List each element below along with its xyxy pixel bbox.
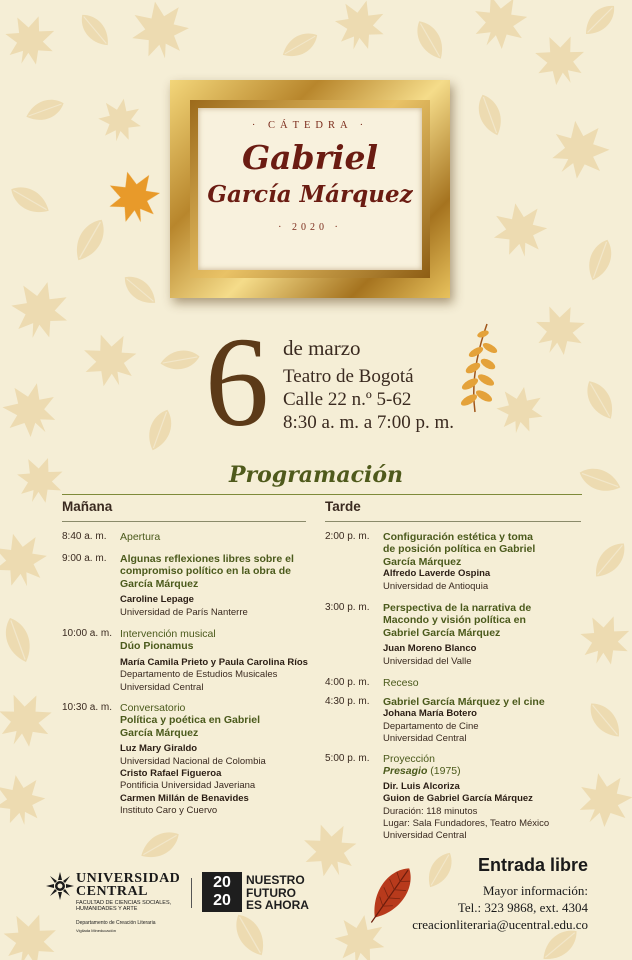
sunburst-emblem-icon: [46, 872, 74, 900]
event-speaker: Caroline Lepage: [120, 594, 194, 606]
title-gabriel: Gabriel: [241, 138, 379, 177]
event-month: de marzo: [283, 336, 361, 360]
morning-heading: Mañana: [62, 499, 113, 514]
orange-maple-leaf-icon: [102, 165, 166, 229]
event-affiliation: Universidad del Valle: [383, 655, 472, 667]
nuestro-futuro-badge: 20 20: [202, 872, 242, 912]
event-affiliation: Departamento de Estudios Musicales: [120, 669, 278, 681]
event-type: Apertura: [120, 531, 161, 543]
afternoon-divider: [325, 521, 581, 522]
panelist-name: Carmen Millán de Benavides: [120, 792, 249, 804]
film-place-2: Universidad Central: [383, 830, 467, 842]
event-venue: Teatro de Bogotá: [283, 366, 414, 387]
event-speaker: Johana María Botero: [383, 708, 477, 720]
panelist-affiliation: Instituto Caro y Cuervo: [120, 805, 218, 817]
red-leaf-icon: [361, 861, 420, 930]
event-time: 2:00 p. m.: [325, 531, 370, 542]
event-title: Algunas reflexiones libres sobre el compromiso político en la obra de García Márquez: [120, 553, 294, 590]
frame-canvas: [198, 108, 422, 270]
event-time: 8:40 a. m.: [62, 531, 107, 542]
event-address: Calle 22 n.º 5-62: [283, 389, 412, 410]
film-script: Guion de Gabriel García Márquez: [383, 793, 533, 805]
program-title: Programación: [229, 462, 403, 488]
film-year: (1975): [430, 765, 461, 778]
event-type: Proyección: [383, 753, 435, 765]
event-time: 10:00 a. m.: [62, 628, 113, 639]
uc-vigilada: Vigilada Mineducación: [76, 928, 116, 933]
uc-department: Departamento de Creación Literaria: [76, 920, 156, 926]
event-type: Conversatorio: [120, 702, 186, 714]
film-director: Dir. Luis Alcoriza: [383, 780, 460, 792]
free-entry-label: Entrada libre: [477, 855, 588, 875]
event-time: 5:00 p. m.: [325, 753, 370, 764]
event-speaker: Juan Moreno Blanco: [383, 643, 477, 655]
event-type: Receso: [383, 677, 419, 689]
gold-picture-frame: [170, 80, 450, 298]
event-time: 3:00 p. m.: [325, 602, 370, 613]
event-affiliation: Departamento de Cine: [383, 720, 479, 732]
fern-branch-icon: [459, 324, 498, 412]
event-affiliation: Universidad de Antioquia: [383, 580, 489, 592]
logo-separator: [191, 878, 192, 908]
event-affiliation-2: Universidad Central: [383, 733, 467, 745]
event-time: 4:00 p. m.: [325, 677, 370, 688]
film-duration: Duración: 118 minutos: [383, 805, 478, 817]
film-place: Lugar: Sala Fundadores, Teatro México: [383, 818, 550, 830]
film-title: Presagio: [383, 765, 428, 778]
frame-inner-border: [190, 100, 430, 278]
event-title: Gabriel García Márquez y el cine: [383, 696, 545, 708]
catedra-label: · CÁTEDRA ·: [251, 120, 369, 131]
title-garcia-marquez: García Márquez: [207, 181, 413, 208]
event-time: 4:30 p. m.: [325, 696, 370, 707]
event-title: Configuración estética y toma de posición política en Gabriel García Márquez: [383, 531, 536, 568]
event-type: Intervención musical: [120, 628, 216, 640]
event-hours: 8:30 a. m. a 7:00 p. m.: [283, 412, 454, 433]
event-time: 10:30 a. m.: [62, 702, 113, 713]
universidad-central-logo: [46, 870, 186, 932]
event-day-number: 6: [205, 311, 269, 453]
contact-email[interactable]: creacionliteraria@ucentral.edu.co: [412, 917, 588, 932]
panelist-affiliation: Universidad Nacional de Colombia: [120, 755, 266, 767]
event-speaker: Alfredo Laverde Ospina: [383, 568, 491, 580]
contact-phone: Tel.: 323 9868, ext. 4304: [457, 900, 588, 915]
uc-faculty: FACULTAD DE CIENCIAS SOCIALES, HUMANIDADES Y ARTE: [76, 900, 172, 912]
uc-name: UNIVERSIDAD CENTRAL: [76, 871, 181, 899]
event-speaker: María Camila Prieto y Paula Carolina Ríos: [120, 656, 308, 668]
year-label: · 2020 ·: [278, 222, 342, 233]
panelist-name: Cristo Rafael Figueroa: [120, 768, 222, 780]
more-info-label: Mayor información:: [482, 883, 588, 898]
event-affiliation-2: Universidad Central: [120, 681, 204, 693]
event-title: Dúo Pionamus: [120, 640, 194, 653]
afternoon-heading: Tarde: [325, 499, 361, 514]
panelist-name: Luz Mary Giraldo: [120, 743, 198, 755]
program-divider: [62, 494, 582, 495]
event-title: Perspectiva de la narrativa de Macondo y visión política en Gabriel García Márquez: [383, 602, 532, 639]
event-affiliation: Universidad de París Nanterre: [120, 606, 248, 618]
event-time: 9:00 a. m.: [62, 553, 107, 564]
event-title: Política y poética en Gabriel García Márquez: [120, 714, 261, 739]
morning-divider: [62, 521, 306, 522]
nuestro-futuro-text: NUESTRO FUTURO ES AHORA: [246, 873, 309, 912]
panelist-affiliation: Pontificia Universidad Javeriana: [120, 780, 256, 792]
